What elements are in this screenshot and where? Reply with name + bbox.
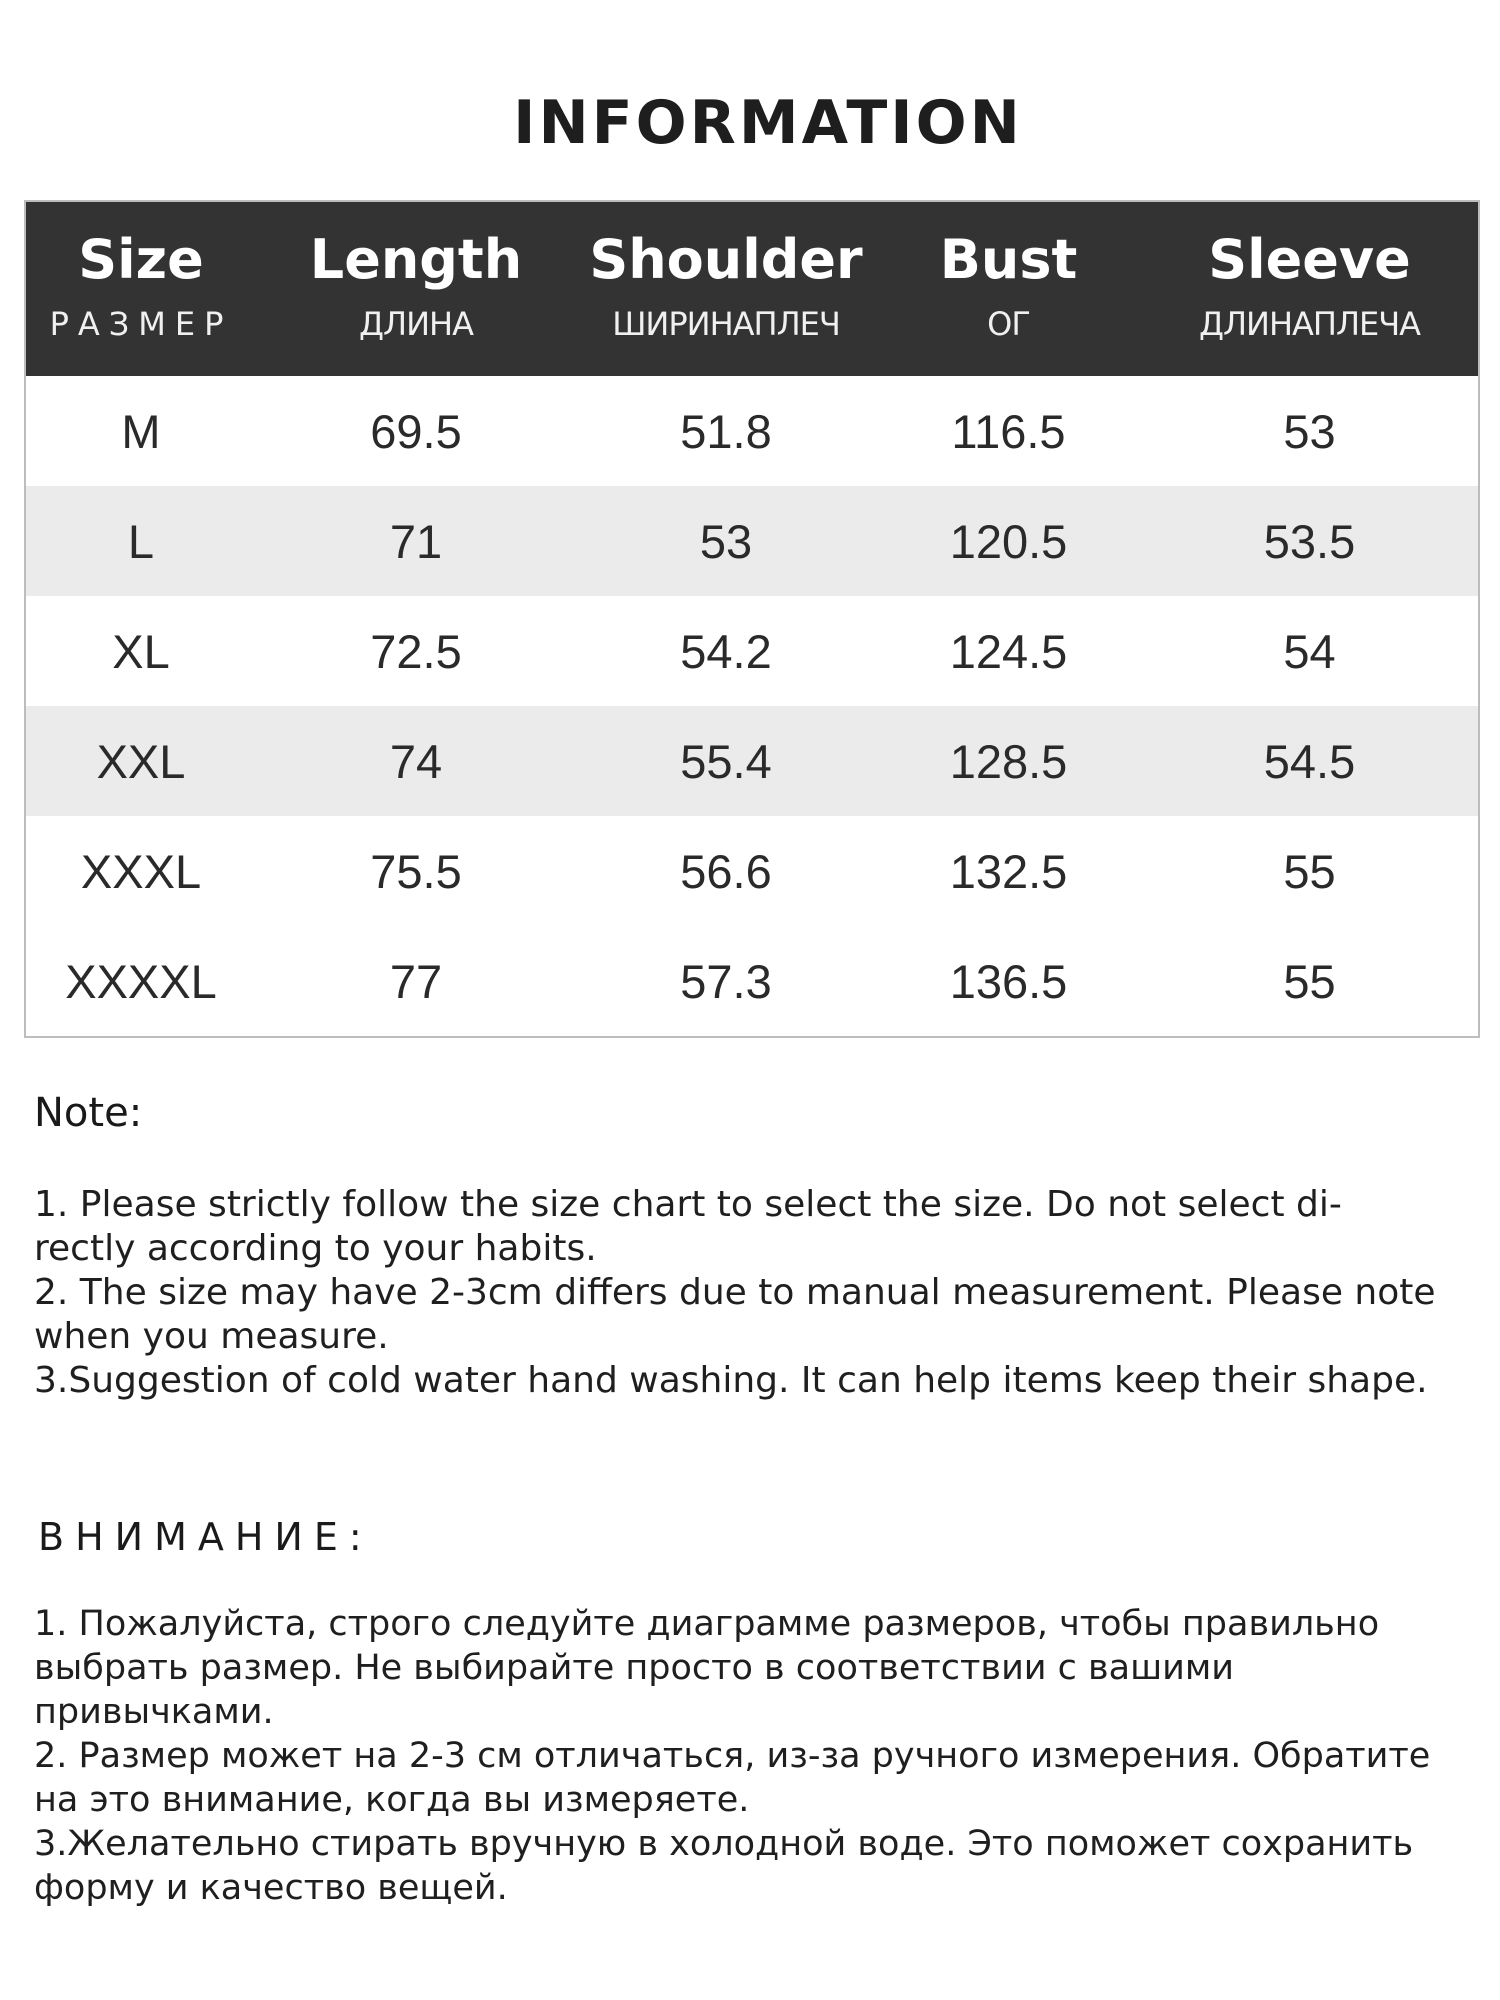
header-length-ru: ДЛИНА [359, 305, 473, 343]
header-size-ru: РАЗМЕР [49, 305, 233, 343]
cell-size: XL [112, 624, 170, 678]
table-row [26, 926, 1478, 1036]
page-title: INFORMATION [513, 88, 1023, 158]
note-item: 1. Please strictly follow the size chart to select the size. Do not select di- rectly according to your habits. [34, 1184, 1342, 1269]
cell-shoulder: 53 [699, 514, 753, 568]
cell-length: 69.5 [370, 404, 462, 458]
header-length [256, 202, 576, 376]
cell-size: L [127, 514, 155, 568]
ru-note-title: ВНИМАНИЕ: [38, 1515, 373, 1559]
header-length-en: Length [309, 228, 523, 291]
cell-size: XXL [96, 734, 186, 788]
cell-length: 75.5 [370, 844, 462, 898]
header-sleeve-ru: ДЛИНАПЛЕЧА [1198, 305, 1421, 343]
cell-sleeve: 54 [1283, 624, 1336, 678]
cell-size: M [121, 404, 161, 458]
table-row [26, 816, 1478, 926]
ru-note-item: 1. Пожалуйста, строго следуйте диаграмме размеров, чтобы правильно выбрать размер. Не выбирайте просто в соответствии с вашими привычками. [34, 1604, 1380, 1732]
cell-bust: 128.5 [949, 734, 1068, 788]
table-row [26, 376, 1478, 486]
cell-bust: 116.5 [951, 404, 1066, 458]
ru-note-item: 3.Желательно стирать вручную в холодной воде. Это поможет сохранить форму и качество вещей. [34, 1824, 1414, 1908]
cell-bust: 136.5 [949, 954, 1068, 1008]
table-header [26, 202, 1478, 376]
header-size [26, 202, 256, 376]
header-sleeve-en: Sleeve [1208, 228, 1411, 291]
cell-bust: 124.5 [949, 624, 1068, 678]
note-item: 2. The size may have 2-3cm differs due to manual measurement. Please note when you measure. [34, 1272, 1436, 1357]
cell-shoulder: 55.4 [680, 734, 772, 788]
table-row [26, 596, 1478, 706]
cell-sleeve: 53 [1283, 404, 1336, 458]
table-row [26, 706, 1478, 816]
header-bust-ru: ОГ [987, 305, 1030, 343]
cell-sleeve: 55 [1283, 844, 1336, 898]
header-shoulder-ru: ШИРИНАПЛЕЧ [612, 305, 840, 343]
cell-sleeve: 55 [1283, 954, 1336, 1008]
cell-size: XXXL [80, 844, 202, 898]
cell-sleeve: 53.5 [1263, 514, 1356, 568]
header-sleeve [1141, 202, 1478, 376]
header-bust [876, 202, 1141, 376]
note-body [34, 1183, 1454, 1403]
size-table [24, 200, 1480, 1038]
cell-shoulder: 54.2 [680, 624, 772, 678]
cell-length: 77 [389, 954, 443, 1008]
ru-note-item: 2. Размер может на 2-3 см отличаться, из-за ручного измерения. Обратите на это внимание, когда вы измеряете. [34, 1736, 1431, 1820]
cell-shoulder: 56.6 [680, 844, 772, 898]
cell-bust: 132.5 [949, 844, 1068, 898]
cell-sleeve: 54.5 [1263, 734, 1356, 788]
cell-shoulder: 51.8 [680, 404, 772, 458]
table-row [26, 486, 1478, 596]
note-item: 3.Suggestion of cold water hand washing. It can help items keep their shape. [34, 1360, 1428, 1401]
cell-length: 74 [389, 734, 443, 788]
cell-length: 72.5 [370, 624, 462, 678]
header-size-en: Size [78, 228, 204, 291]
cell-size: XXXXL [65, 954, 217, 1008]
cell-shoulder: 57.3 [680, 954, 772, 1008]
note-title: Note: [34, 1090, 143, 1136]
cell-bust: 120.5 [949, 514, 1068, 568]
cell-length: 71 [389, 514, 443, 568]
header-bust-en: Bust [939, 228, 1078, 291]
header-shoulder [576, 202, 876, 376]
header-shoulder-en: Shoulder [589, 228, 863, 291]
ru-note-body [34, 1602, 1474, 1910]
